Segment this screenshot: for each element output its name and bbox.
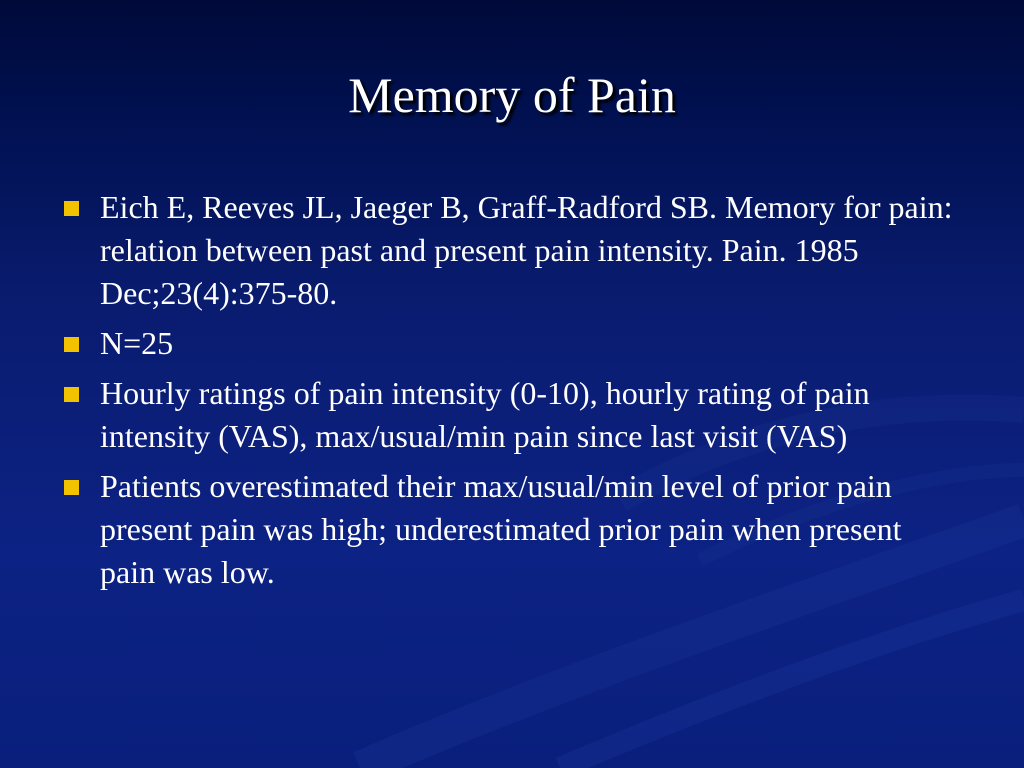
bullet-list: [62, 186, 962, 601]
slide-title: Memory of Pain: [348, 67, 676, 123]
square-bullet-icon: [64, 480, 79, 495]
bullet-text: Eich E, Reeves JL, Jaeger B, Graff-Radford SB. Memory for pain: relation between past and present pain intensity. Pain. 1985 Dec;23(4):375-80.: [100, 189, 953, 311]
bullet-text: N=25: [100, 325, 174, 361]
swirl-arc-2: [560, 600, 1024, 768]
bullet-item: [62, 372, 962, 458]
bullet-text: Patients overestimated their max/usual/min level of prior pain present pain was high; underestimated prior pain when present pain was low.: [100, 468, 902, 590]
bullet-text: Hourly ratings of pain intensity (0-10), hourly rating of pain intensity (VAS), max/usual/min pain since last visit (VAS): [100, 375, 870, 454]
bullet-item: [62, 186, 962, 315]
bullet-item: [62, 322, 962, 365]
square-bullet-icon: [64, 201, 79, 216]
bullet-item: [62, 465, 962, 594]
square-bullet-icon: [64, 337, 79, 352]
square-bullet-icon: [64, 387, 79, 402]
